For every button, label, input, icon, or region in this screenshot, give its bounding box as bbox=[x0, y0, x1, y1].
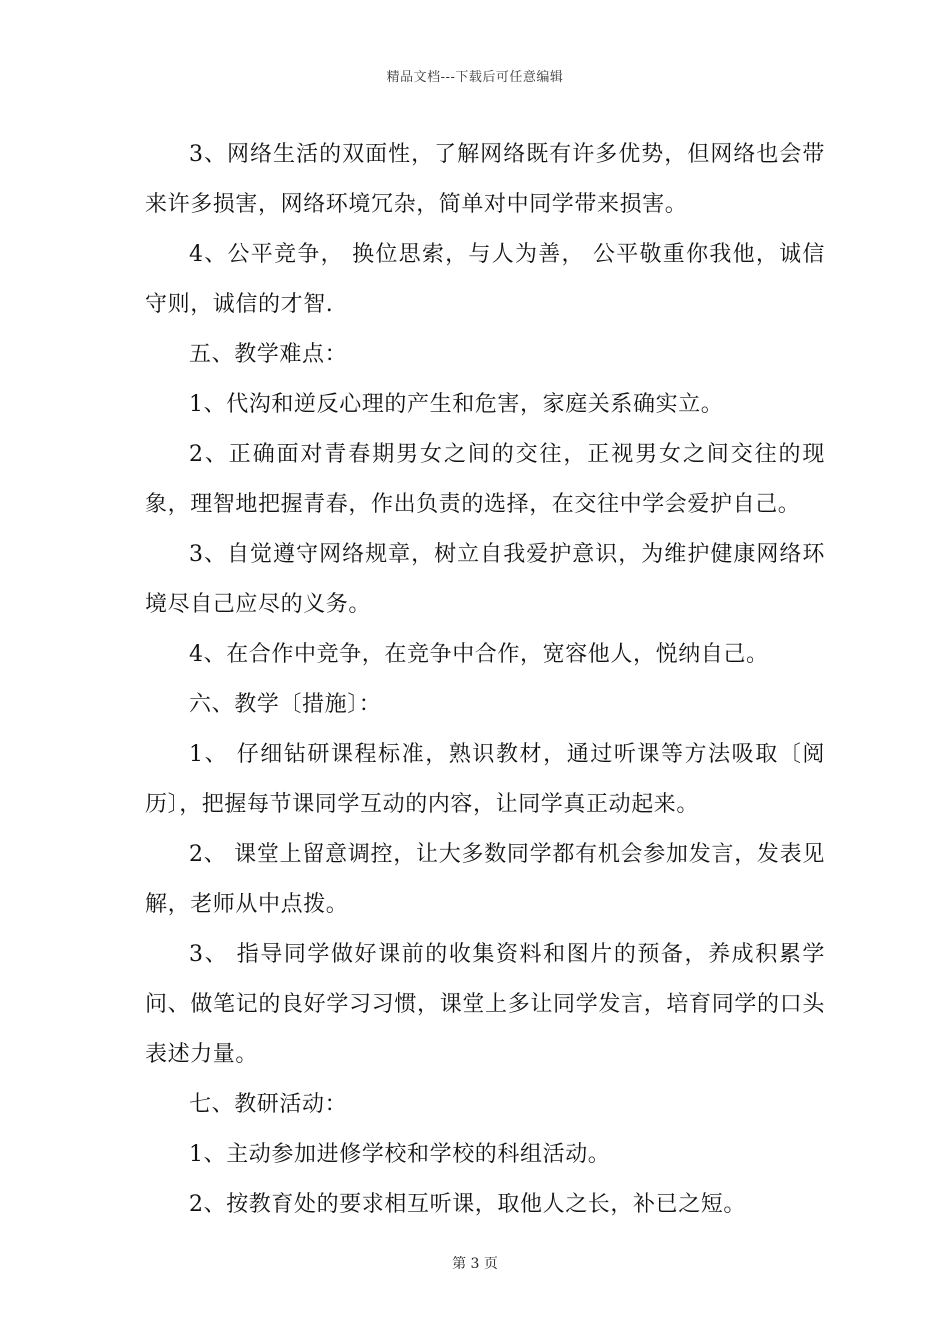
section-heading-6: 六、教学〔措施〕： bbox=[189, 692, 382, 717]
paragraph-4: 2、正确面对青春期男女之间的交往，正视男女之间交往的现象，理智地把握青春，作出负责的选择，在交往中学会爱护自己。 bbox=[145, 442, 825, 517]
paragraph-11: 2、按教育处的要求相互听课，取他人之长，补已之短。 bbox=[189, 1192, 746, 1217]
paragraph-10: 1、主动参加进修学校和学校的科组活动。 bbox=[189, 1142, 611, 1167]
paragraph-9: 3、 指导同学做好课前的收集资料和图片的预备，养成积累学问、做笔记的良好学习习惯，课堂上多让同学发言，培育同学的口头表述力量。 bbox=[145, 942, 825, 1067]
page-number: 第 3 页 bbox=[452, 1256, 498, 1272]
paragraph-7: 1、 仔细钻研课程标准，熟识教材，通过听课等方法吸取〔阅历〕，把握每节课同学互动的内容，让同学真正动起来。 bbox=[145, 742, 825, 817]
paragraph-6: 4、在合作中竞争，在竞争中合作，宽容他人，悦纳自己。 bbox=[189, 642, 769, 667]
paragraph-3: 1、代沟和逆反心理的产生和危害，家庭关系确实立。 bbox=[189, 392, 724, 417]
page-header: 精品文档---下载后可任意编辑 bbox=[386, 70, 564, 85]
paragraph-2: 4、公平竞争， 换位思索，与人为善， 公平敬重你我他，诚信守则，诚信的才智. bbox=[145, 242, 825, 317]
section-heading-7: 七、教研活动： bbox=[189, 1092, 348, 1117]
document-body bbox=[145, 130, 825, 1230]
paragraph-8: 2、 课堂上留意调控，让大多数同学都有机会参加发言，发表见解，老师从中点拨。 bbox=[145, 842, 825, 917]
paragraph-5: 3、自觉遵守网络规章，树立自我爱护意识，为维护健康网络环境尽自己应尽的义务。 bbox=[145, 542, 825, 617]
paragraph-1: 3、网络生活的双面性，了解网络既有许多优势，但网络也会带来许多损害，网络环境冗杂，简单对中同学带来损害。 bbox=[145, 142, 825, 217]
section-heading-5: 五、教学难点： bbox=[189, 342, 348, 367]
